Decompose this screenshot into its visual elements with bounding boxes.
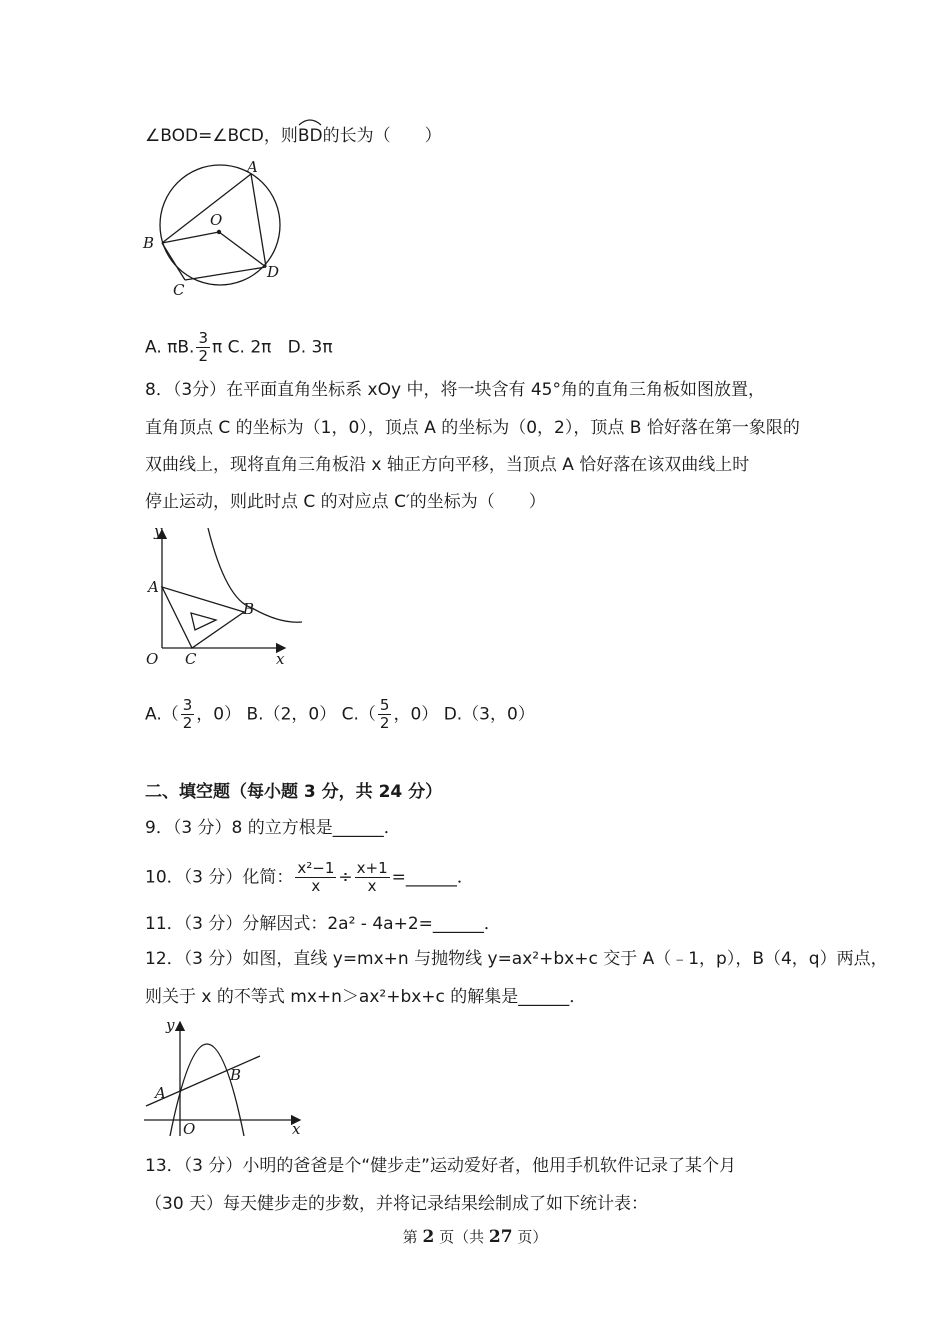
fraction: $\frac{3}{2}$: [182, 696, 193, 732]
fraction: $\frac{5}{2}$: [379, 696, 390, 732]
label-y: y: [166, 1016, 175, 1034]
arc-icon: [297, 116, 323, 126]
q7-circle-figure: [140, 160, 300, 300]
label-o: O: [183, 1120, 196, 1138]
q12-line1: 12．（3 分）如图，直线 y=mx+n 与抛物线 y=ax²+bx+c 交于 A（﹣1，p），B（4，q）两点，: [145, 949, 888, 969]
label-c: C: [185, 650, 197, 668]
label-o: O: [146, 650, 159, 668]
segment-cd: [185, 267, 266, 280]
segment-ad: [251, 174, 266, 267]
q8-line1: 8．（3分）在平面直角坐标系 xOy 中，将一块含有 45°角的直角三角板如图放置，: [145, 380, 765, 400]
q13-line2: （30 天）每天健步走的步数，并将记录结果绘制成了如下统计表：: [145, 1194, 649, 1214]
q12-graph-figure: [140, 1012, 310, 1142]
arc-bd: BD: [298, 124, 323, 148]
label-a: A: [155, 1084, 166, 1102]
q8-line3: 双曲线上，现将直角三角板沿 x 轴正方向平移，当顶点 A 恰好落在该双曲线上时: [145, 455, 750, 475]
segment-od: [219, 232, 266, 267]
label-a: A: [247, 160, 258, 176]
label-b: B: [230, 1066, 242, 1084]
fraction: $\frac{x+1}{x}$: [356, 859, 388, 895]
center-dot: [217, 230, 221, 234]
q7-options: A. πB. $\frac{3}{2}$ π C. 2π D. 3π: [145, 329, 333, 365]
triangle: [162, 587, 244, 648]
q8-options: A.（ $\frac{3}{2}$ ，0） B.（2，0） C.（ $\frac{5}{2}$ ，0） D.（3，0）: [145, 696, 535, 732]
q7-opt-d: D. 3π: [287, 337, 333, 358]
fraction: $\frac{3}{2}$: [198, 329, 208, 365]
label-d: D: [267, 263, 280, 281]
hyperbola: [208, 528, 302, 622]
label-x: x: [292, 1120, 301, 1138]
page-footer: 第 2 页（共 27 页）: [402, 1227, 548, 1247]
total-pages: 27: [488, 1227, 513, 1247]
label-b: B: [243, 600, 255, 618]
q11: 11．（3 分）分解因式：2a² - 4a+2=______．: [145, 914, 501, 934]
q7-opt-b-prefix: B.: [177, 337, 195, 358]
q7-stem-part1: ∠BOD=∠BCD，则: [145, 126, 298, 146]
fraction: $\frac{\text{x²−1}}{x}$: [297, 859, 335, 895]
label-y: y: [154, 522, 163, 540]
label-x: x: [276, 650, 285, 668]
segment-bo: [162, 232, 219, 243]
q10: 10．（3 分）化简： $\frac{\text{x²−1}}{x}$ ÷ $\frac{x+1}{x}$ =______．: [145, 859, 474, 895]
q7-stem-part2: 的长为（ ）: [322, 126, 442, 146]
q9: 9．（3 分）8 的立方根是______．: [145, 818, 401, 838]
page-number: 2: [422, 1227, 435, 1247]
q7-opt-a: A. π: [145, 337, 178, 358]
q7-stem: [145, 124, 442, 148]
q8-coordinate-figure: [140, 520, 310, 670]
q7-opt-c: C. 2π: [227, 337, 272, 358]
q12-line2: 则关于 x 的不等式 mx+n＞ax²+bx+c 的解集是______．: [145, 987, 587, 1007]
q8-opt-b: B.（2，0）: [246, 704, 337, 725]
q8-line4: 停止运动，则此时点 C 的对应点 C′的坐标为（ ）: [145, 492, 546, 512]
label-b: B: [143, 234, 155, 252]
label-a: A: [148, 578, 159, 596]
q13-line1: 13．（3 分）小明的爸爸是个“健步走”运动爱好者，他用手机软件记录了某个月: [145, 1156, 736, 1176]
q8-opt-d: D.（3，0）: [443, 704, 535, 725]
section-title: 二、填空题（每小题 3 分，共 24 分）: [145, 782, 443, 802]
inner-triangle: [191, 613, 216, 630]
segment-bc: [162, 243, 185, 280]
label-o: O: [210, 211, 223, 229]
q8-line2: 直角顶点 C 的坐标为（1，0），顶点 A 的坐标为（0，2），顶点 B 恰好落在第一象限的: [145, 418, 800, 438]
label-c: C: [173, 281, 185, 299]
